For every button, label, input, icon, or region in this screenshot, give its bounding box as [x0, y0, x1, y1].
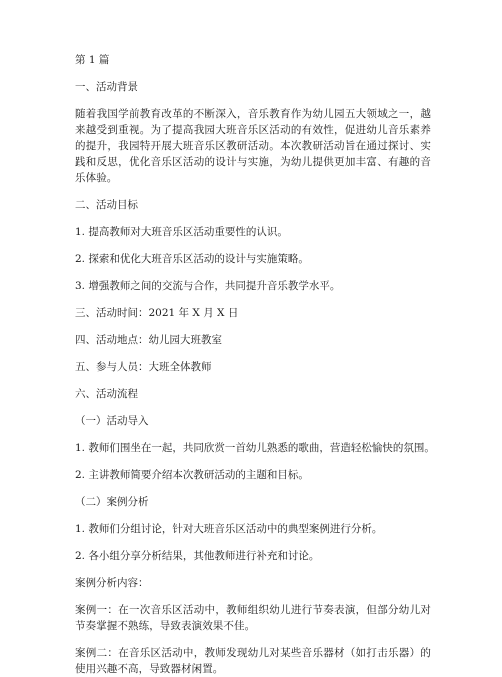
goal-item: 1. 提高教师对大班音乐区活动重要性的认识。 [75, 226, 288, 238]
case-paragraph: 案例一：在一次音乐区活动中，教师组织幼儿进行节奏表演，但部分幼儿对节奏掌握不熟练，导致表演效果不佳。 [75, 604, 431, 632]
participants: 五、参与人员：大班全体教师 [75, 361, 212, 373]
section-heading-goals: 二、活动目标 [75, 199, 138, 211]
background-paragraph: 随着我国学前教育改革的不断深入，音乐教育作为幼儿园五大领域之一，越来越受到重视。为了提高我园大班音乐区活动的有效性，促进幼儿音乐素养的提升，我园特开展大班音乐区教研活动。本次教研活动旨在通过探讨、实践和反思，优化音乐区活动的设计与实施，为幼儿提供更加丰富、有趣的音乐体验。 [75, 108, 431, 184]
activity-time: 三、活动时间：2021 年 X 月 X 日 [75, 307, 239, 319]
activity-location: 四、活动地点：幼儿园大班教室 [75, 334, 222, 346]
case-content-heading: 案例分析内容： [75, 577, 149, 589]
process-item: 2. 主讲教师简要介绍本次教研活动的主题和目标。 [75, 469, 309, 481]
section-heading-background: 一、活动背景 [75, 81, 138, 93]
part-title: 第 1 篇 [75, 54, 110, 66]
document-body [75, 52, 435, 677]
process-item: 1. 教师们围坐在一起，共同欣赏一首幼儿熟悉的歌曲，营造轻松愉快的氛围。 [75, 442, 435, 454]
process-item: 1. 教师们分组讨论，针对大班音乐区活动中的典型案例进行分析。 [75, 523, 383, 535]
goal-item: 3. 增强教师之间的交流与合作，共同提升音乐教学水平。 [75, 280, 341, 292]
case-paragraph: 案例二：在音乐区活动中，教师发现幼儿对某些音乐器材（如打击乐器）的使用兴趣不高，导致器材闲置。 [75, 647, 431, 675]
section-heading-process: 六、活动流程 [75, 388, 138, 400]
subsection-heading-intro: （一）活动导入 [75, 415, 149, 427]
process-item: 2. 各小组分享分析结果，其他教师进行补充和讨论。 [75, 550, 320, 562]
goal-item: 2. 探索和优化大班音乐区活动的设计与实施策略。 [75, 253, 309, 265]
subsection-heading-case-analysis: （二）案例分析 [75, 496, 149, 508]
